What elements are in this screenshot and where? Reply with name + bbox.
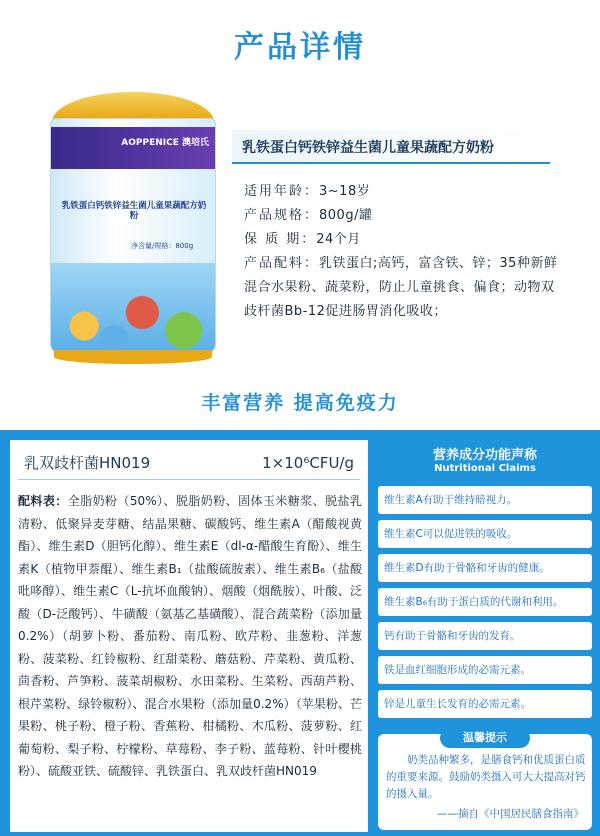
section-title: 丰富营养 提高免疫力 bbox=[201, 392, 399, 414]
can-band bbox=[51, 127, 216, 169]
spec-shelf-key: 保 质 期： bbox=[244, 232, 317, 247]
claim-item: 维生素B₆有助于蛋白质的代谢和利用。 bbox=[378, 588, 592, 616]
spec-size bbox=[244, 204, 560, 228]
spec-age-key: 适用年龄： bbox=[244, 184, 320, 199]
claims-header bbox=[378, 440, 592, 482]
can-fruit-art bbox=[51, 263, 216, 353]
claim-item: 维生素C可以促进铁的吸收。 bbox=[378, 520, 592, 548]
page-title: 产品详情 bbox=[234, 30, 366, 65]
spec-ingredients-key: 产品配料： bbox=[244, 256, 320, 271]
ingredients-panel bbox=[10, 440, 368, 832]
can-weight: 净含量/规格：800g bbox=[131, 242, 194, 250]
can-bottom bbox=[54, 350, 212, 364]
product-can-image bbox=[48, 92, 218, 364]
spec-ingredients bbox=[244, 252, 560, 324]
claims-subtitle: Nutritional Claims bbox=[434, 463, 536, 474]
probiotic-strain-row bbox=[18, 446, 360, 480]
claims-title: 营养成分功能声称 bbox=[432, 448, 537, 463]
ingredients-list bbox=[18, 490, 362, 783]
claim-item: 铁是血红细胞形成的必需元素。 bbox=[378, 656, 592, 684]
strain-name: 乳双歧杆菌HN019 bbox=[24, 454, 151, 472]
can-label: 乳铁蛋白钙铁锌益生菌儿童果蔬配方奶粉 bbox=[61, 201, 207, 222]
ingredients-text: 全脂奶粉（50%）、脱脂奶粉、固体玉米糖浆、脱盐乳清粉、低聚异麦芽糖、结晶果糖、碳酸钙、维生素A（醋酸视黄酯）、维生素D（胆钙化醇）、维生素E（dl-α-醋酸生育酚）、维生素K（植物甲萘醌）、维生素B₁（盐酸硫胺素）、维生素B₆（盐酸吡哆醇）、维生素C（L-抗坏血酸钠）、烟酸（烟酰胺）、叶酸、泛酸（D-泛酸钙）、牛磺酸（氨基乙基磺酸）、混合蔬菜粉（添加量0.2%）（胡萝卜粉、番茄粉、南瓜粉、欧芹粉、韭葱粉、洋葱粉、菠菜粉、红铃椒粉、红甜菜粉、蘑菇粉、芹菜粉、黄瓜粉、茴香粉、芦笋粉、菠菜胡椒粉、水田菜粉、生菜粉、西葫芦粉、根芹菜粉、绿铃椒粉）、混合水果粉（添加量0.2%）（苹果粉、芒果粉、桃子粉、橙子粉、香蕉粉、柑橘粉、木瓜粉、菠萝粉、红葡萄粉、梨子粉、柠檬粉、草莓粉、李子粉、蓝莓粉、针叶樱桃粉）、硫酸亚铁、硫酸锌、乳铁蛋白、乳双歧杆菌HN019 bbox=[18, 494, 362, 778]
tips-text: 奶类品种繁多，是膳食钙和优质蛋白质的重要来源。鼓励奶类摄入可大大提高对钙的摄入量。 bbox=[386, 754, 586, 800]
spec-age bbox=[244, 180, 560, 204]
tips-box bbox=[378, 731, 592, 830]
spec-shelf-life bbox=[244, 228, 560, 252]
claim-item: 维生素D有助于骨骼和牙齿的健康。 bbox=[378, 554, 592, 582]
tips-source: ——摘自《中国居民膳食指南》 bbox=[437, 808, 584, 820]
tips-title: 温馨提示 bbox=[440, 728, 530, 748]
spec-age-value: 3~18岁 bbox=[319, 184, 371, 199]
can-brand: AOPPENICE 澳培氏 bbox=[121, 138, 209, 148]
spec-ingredients-value: 乳铁蛋白;高钙，富含铁、锌；35种新鲜混合水果粉、蔬菜粉，防止儿童挑食、偏食；动物双歧杆菌Bb-12促进肠胃消化吸收； bbox=[244, 256, 558, 319]
claim-item: 维生素A有助于维持暗视力。 bbox=[378, 486, 592, 514]
claims-panel bbox=[378, 440, 592, 832]
claim-item: 钙有助于骨骼和牙齿的发育。 bbox=[378, 622, 592, 650]
ingredients-label: 配料表： bbox=[18, 494, 68, 508]
strain-count: 1×10⁶CFU/g bbox=[262, 453, 354, 472]
nutrition-section bbox=[0, 430, 600, 836]
spec-size-key: 产品规格： bbox=[244, 208, 320, 223]
claim-item: 锌是儿童生长发育的必需元素。 bbox=[378, 690, 592, 718]
spec-size-value: 800g/罐 bbox=[319, 208, 373, 223]
can-body bbox=[50, 118, 216, 354]
product-specs bbox=[244, 180, 560, 324]
spec-shelf-value: 24个月 bbox=[316, 232, 361, 247]
product-name: 乳铁蛋白钙铁锌益生菌儿童果蔬配方奶粉 bbox=[232, 130, 550, 164]
